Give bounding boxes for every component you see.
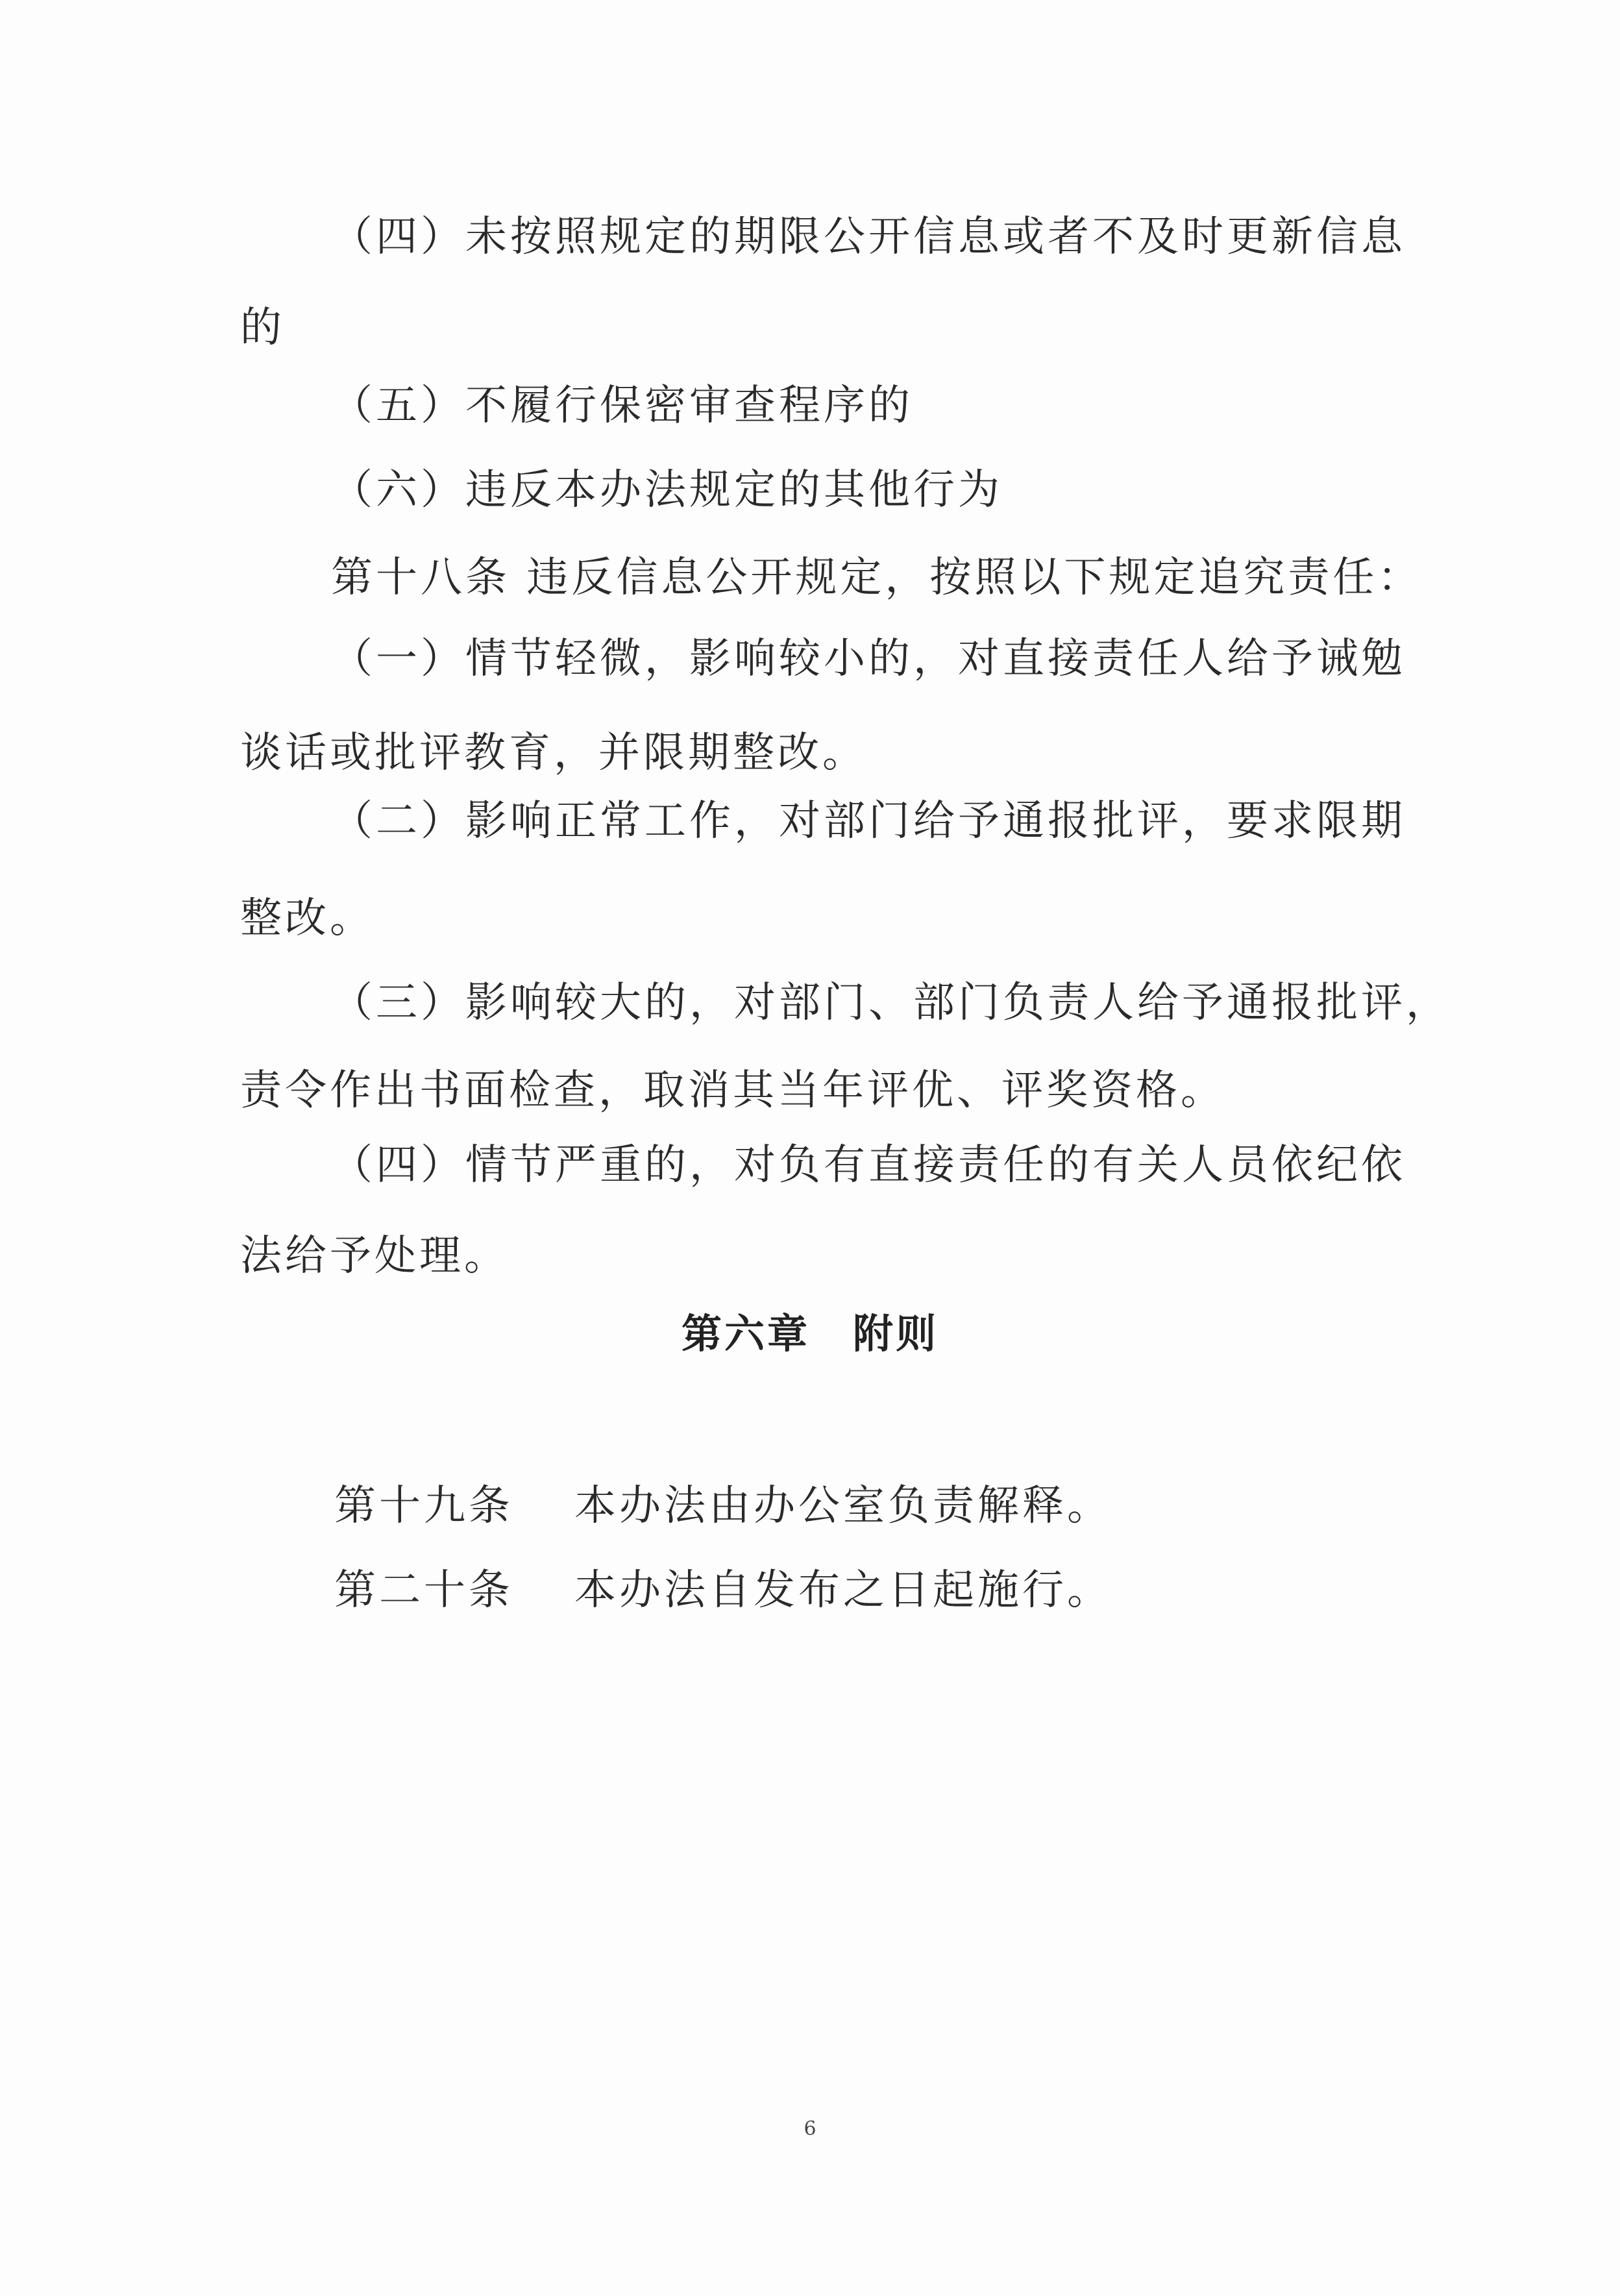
article-18-heading: 第十八条 违反信息公开规定，按照以下规定追究责任： xyxy=(331,554,1423,602)
paragraph-line: 谈话或批评教育，并限期整改。 xyxy=(240,729,867,777)
article-number: 第十九条 xyxy=(334,1482,513,1530)
paragraph-line: （二）影响正常工作，对部门给予通报批评，要求限期 xyxy=(331,797,1406,845)
paragraph-line: 整改。 xyxy=(240,895,374,943)
article-text: 本办法由办公室负责解释。 xyxy=(574,1482,1112,1530)
paragraph-line: 法给予处理。 xyxy=(240,1232,509,1280)
paragraph-line: （一）情节轻微，影响较小的，对直接责任人给予诫勉 xyxy=(331,635,1406,683)
page-number: 6 xyxy=(804,2117,816,2140)
paragraph-line: 责令作出书面检查，取消其当年评优、评奖资格。 xyxy=(240,1067,1225,1115)
article-20 xyxy=(334,1564,1112,1616)
paragraph-line: 的 xyxy=(240,304,285,352)
paragraph-line: （五）不履行保密审查程序的 xyxy=(331,382,913,430)
paragraph-line: （四）情节严重的，对负有直接责任的有关人员依纪依 xyxy=(331,1141,1406,1189)
article-text: 本办法自发布之日起施行。 xyxy=(574,1566,1112,1614)
article-19 xyxy=(334,1480,1112,1532)
paragraph-line: （六）违反本办法规定的其他行为 xyxy=(331,466,1003,514)
paragraph-line: （三）影响较大的，对部门、部门负责人给予通报批评， xyxy=(331,979,1451,1027)
article-number: 第二十条 xyxy=(334,1566,513,1614)
paragraph-line: （四）未按照规定的期限公开信息或者不及时更新信息 xyxy=(331,213,1406,261)
chapter-title: 第六章 附则 xyxy=(681,1310,939,1357)
